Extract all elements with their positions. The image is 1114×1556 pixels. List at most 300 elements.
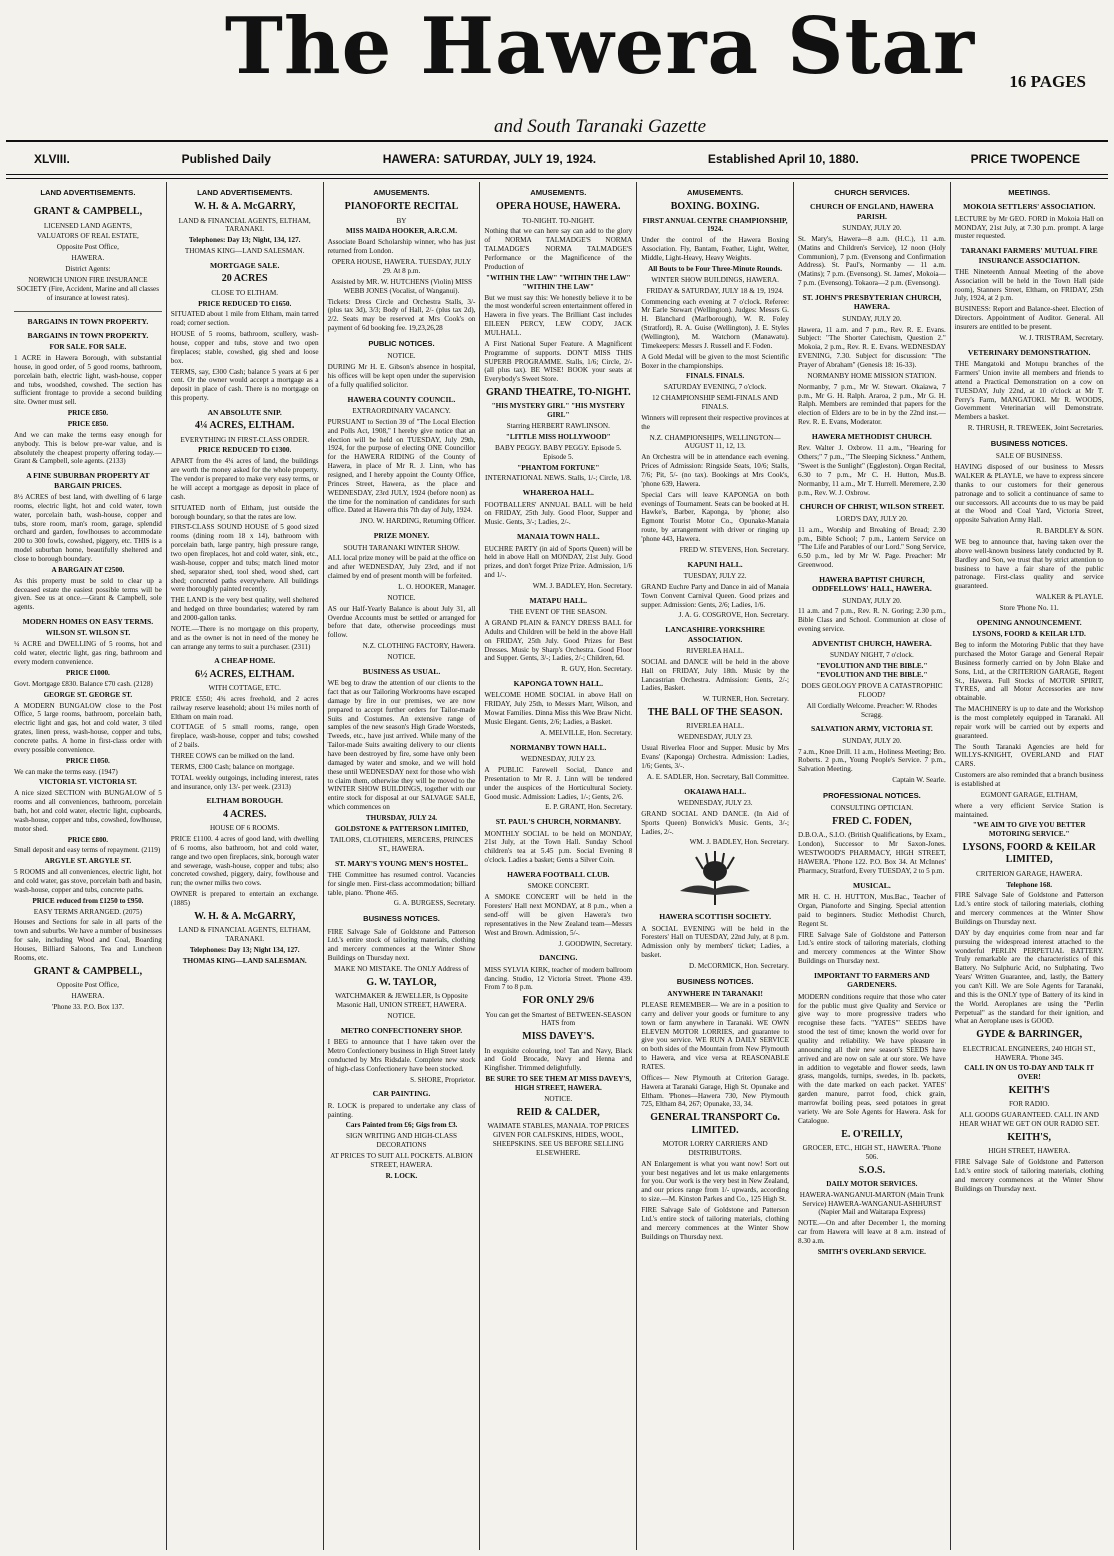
text-line: RIVERLEA HALL. bbox=[686, 646, 745, 655]
text-paragraph: Hawera, 11 a.m. and 7 p.m., Rev. R. E. Evans. Subject: "The Shorter Catechism, Question 2." Mokoia, 2 p.m., Rev. R. E. Evans. WEDNESDAY EVENING, 7.30. Subject for discussion: "The Prayer of Abraham" (Genesis 18: 16-33). bbox=[797, 325, 946, 369]
text-paragraph: Normanby, 7 p.m., Mr W. Stewart. Okaiawa, 7 p.m., Mr G. H. Ralph. Araroa, 2 p.m., Mr G. H. Ralph. Members are reminded that papers for the election of Elders are to be in by the 22nd inst.—Rev. R. E. Evans, Moderator. bbox=[797, 382, 946, 427]
dateline bbox=[6, 146, 1108, 172]
section-heading: LAND ADVERTISEMENTS. bbox=[40, 188, 136, 197]
text-line: SUNDAY, JULY 20. bbox=[842, 736, 902, 745]
text-line: NOTICE. bbox=[387, 352, 416, 361]
text-line: MAKE NO MISTAKE. The ONLY Address of bbox=[334, 965, 469, 974]
text-line: FOR SALE. FOR SALE. bbox=[49, 343, 127, 352]
text-line: All Bouts to be Four Three-Minute Rounds. bbox=[648, 264, 783, 273]
text-line: WILSON ST. WILSON ST. bbox=[45, 629, 131, 638]
text-line: TAILORS, CLOTHIERS, MERCERS, PRINCES ST., HAWERA. bbox=[329, 835, 474, 853]
headline: GRAND THEATRE, TO-NIGHT. bbox=[485, 387, 631, 399]
section-heading: PROFESSIONAL NOTICES. bbox=[823, 791, 921, 800]
headline: S.O.S. bbox=[858, 1164, 886, 1176]
text-line: HIGH STREET, HAWERA. bbox=[988, 1147, 1071, 1156]
text-line: Cars Painted from £6; Gigs from £3. bbox=[345, 1121, 458, 1130]
text-line: "PHANTOM FORTUNE" bbox=[517, 463, 600, 472]
text-paragraph: NORWICH UNION FIRE INSURANCE SOCIETY (Fire, Accident, Marine and all classes of insurance at lowest rates). bbox=[16, 275, 160, 302]
text-paragraph: TERMS, say, £300 Cash; balance 5 years at 6 per cent. Or the owner would accept a mortgage as a deposit in place of cash. There is no mortgage on this property. bbox=[170, 367, 319, 403]
signature: J. GOODWIN, Secretary. bbox=[558, 939, 633, 948]
subheading: TARANAKI FARMERS' MUTUAL FIRE INSURANCE ASSOCIATION. bbox=[960, 246, 1098, 265]
text-paragraph: FIRE Salvage Sale of Goldstone and Patterson Ltd.'s entire stock of tailoring materials, clothing and mercery commences at the Winter Show Buildings on Thursday next. bbox=[327, 927, 476, 963]
firm-name: GENERAL TRANSPORT Co. LIMITED. bbox=[650, 1112, 780, 1136]
text-paragraph: FIRE Salvage Sale of Goldstone and Patterson Ltd.'s entire stock of tailoring materials, clothing and mercery commences at the Winter Show Buildings on Thursday next. bbox=[797, 930, 946, 966]
price: PRICE REDUCED TO £1300. bbox=[198, 446, 292, 455]
text-paragraph: APART from the 4¼ acres of land, the buildings are worth the money asked for the whole property. The vendor is prepared to make very easy terms, or he will accept a mortgage as deposit in place of cash. bbox=[170, 457, 319, 501]
signature: R. GUY, Hon. Secretary. bbox=[561, 665, 633, 674]
signature: S. SHORE, Proprietor. bbox=[410, 1075, 476, 1084]
text-paragraph: A First National Super Feature. A Magnificent Programme of supports. DON'T MISS THIS SUPERB PROGRAMME. Stalls, 1/6; Circle, 2/- (all plus tax). BE WISE! BOOK your seats at Everybody's Sweet Store. bbox=[484, 339, 633, 384]
subheading: ST. JOHN'S PRESBYTERIAN CHURCH, HAWERA. bbox=[802, 293, 942, 312]
text-paragraph: where a very efficient Service Station is maintained. bbox=[954, 801, 1104, 819]
text-paragraph: THREE COWS can be milked on the land. bbox=[170, 752, 295, 761]
text-line: 'Phone 33. P.O. Box 137. bbox=[51, 1002, 124, 1011]
text-paragraph: TOTAL weekly outgoings, including interest, rates and insurance, only 13/- per week. (2313) bbox=[170, 773, 319, 791]
price: A BARGAIN AT £2500. bbox=[51, 565, 125, 574]
text-line: "WITHIN THE LAW" "WITHIN THE LAW" "WITHIN THE LAW" bbox=[486, 273, 631, 291]
text-line: SUNDAY NIGHT, 7 o'clock. bbox=[829, 651, 914, 660]
text-paragraph: And we can make the terms easy enough for anybody. This is below pre-war value, and is absolutely the cheapest property offering today.—Grant & Campbell, sole agents. (2133) bbox=[14, 430, 162, 466]
text-paragraph: MODERN conditions require that those who cater for the public must give Quality and Service or give way to more progressive traders who recognise these facts. "YATES'" SEEDS have stood the test of time; known the world over for quality and reliability. We have pleasure in announcing all their new season's SEEDS have arrived and are now on sale at our store. We have in addition to vegetable and flower seeds, lawn grass, mangolds, turnips, swedes, in lb. packets, with the date marked on each packet. YATES' garden manure, parrot food, chick grain, marrowfat boiling peas, seed potatoes in great variety. We are Sole Agents for Hawera. Ask for Catalogue. bbox=[797, 992, 946, 1125]
text-paragraph: An Orchestra will be in attendance each evening. Prices of Admission: Ringside Seats, 10/6; Stalls, 7/6; Pit, 5/- (no tax). Bookings at Mrs Cook's, 'phone 639, Hawera. bbox=[641, 453, 789, 488]
section-heading: AMUSEMENTS. bbox=[530, 188, 587, 197]
section-heading: MEETINGS. bbox=[1008, 188, 1051, 197]
text-paragraph: 5 ROOMS and all conveniences, electric light, hot and cold water, gas stove, porcelain bath and basin, wash-house, copper and tubs, concrete paths. bbox=[14, 868, 162, 894]
text-line: HAWERA. bbox=[71, 991, 105, 1000]
firm-name: FRED C. FODEN, bbox=[832, 816, 912, 828]
text-paragraph: EUCHRE PARTY (in aid of Sports Queen) will be held in above Hall on MONDAY, 21st July. Good prizes, and don't forget Prize Prize. Admission, 1/6 and 1/-. bbox=[484, 544, 633, 580]
text-line: MOTOR LORRY CARRIERS AND DISTRIBUTORS. bbox=[662, 1139, 768, 1157]
subheading: HAWERA SCOTTISH SOCIETY. bbox=[659, 912, 771, 922]
text-line: SATURDAY EVENING, 7 o'clock. bbox=[663, 383, 767, 392]
subheading: BARGAINS IN TOWN PROPERTY. bbox=[27, 330, 149, 340]
text-paragraph: WE beg to draw the attention of our clients to the fact that as our Tailoring Workrooms have escaped damage by fire in our premises, we are now prepared to accept further orders for Tailor-made Suits and Costumes. An extensive range of samples of the new season's High Grade Worsteds, Tweeds, etc., have just arrived. While many of the Tailor-made Suits awaiting delivery to our clients have been destroyed by fire, some have only been damaged by water and smoke, and we will hold these until WEDNESDAY next for those who wish to claim them, otherwise they will be moved to the WINTER SHOW BUILDINGS, together with our entire stock for disposal at our SALVAGE SALE, which commences on bbox=[327, 679, 476, 812]
text-paragraph: A SMOKE CONCERT will be held in the Foresters' Hall next MONDAY, at 8 p.m., when a send-off will be given Hawera's two representatives in the New Zealand team—Messrs West and Brown. Admission, 5/-. bbox=[484, 893, 633, 937]
signature: WM. J. BADLEY, Hon. Secretary. bbox=[532, 581, 633, 590]
newspaper-title: The Hawera Star bbox=[224, 1, 976, 92]
text-paragraph: A SOCIAL EVENING will be held in the Foresters' Hall on TUESDAY, 22nd July, at 8 p.m. Admission only by members' ticket; Ladies, a basket. bbox=[641, 924, 789, 960]
text-paragraph: THE Committee has resumed control. Vacancies for single men. First-class accommodation; billiard table, piano. 'Phone 465. bbox=[327, 870, 476, 897]
text-line: HOUSE OF 6 ROOMS. bbox=[209, 824, 280, 833]
text-paragraph: TERMS, £300 Cash; balance on mortgage. bbox=[170, 762, 295, 771]
text-line: GEORGE ST. GEORGE ST. bbox=[43, 690, 133, 699]
subheading: A FINE SUBURBAN PROPERTY AT BARGAIN PRICES. bbox=[26, 471, 150, 490]
text-paragraph: FIRE Salvage Sale of Goldstone and Patterson Ltd.'s entire stock of tailoring materials, clothing and mercery commences at the Winter Show Buildings on Thursday next. bbox=[954, 1158, 1104, 1193]
subheading: MOKOIA SETTLERS' ASSOCIATION. bbox=[963, 202, 1096, 212]
subheading: DANCING. bbox=[539, 953, 578, 963]
subheading: KAPUNI HALL. bbox=[687, 559, 743, 569]
text-line: VICTORIA ST. VICTORIA ST. bbox=[39, 778, 137, 787]
text-line: HAWERA. bbox=[71, 254, 105, 263]
text-line: "EVOLUTION AND THE BIBLE." "EVOLUTION AND THE BIBLE." bbox=[816, 662, 928, 680]
column-4 bbox=[480, 182, 637, 1550]
text-line: EXTRAORDINARY VACANCY. bbox=[352, 407, 451, 416]
text-line: LORD'S DAY, JULY 20. bbox=[836, 514, 908, 523]
text-line: 12 CHAMPIONSHIP SEMI-FINALS AND FINALS. bbox=[652, 394, 779, 411]
text-line: WAIMATE STABLES, MANAIA. TOP PRICES GIVEN FOR CALFSKINS, HIDES, WOOL, SHEEPSKINS. SEE US BEFORE SELLING ELSEWHERE. bbox=[487, 1122, 630, 1157]
advert bbox=[14, 201, 162, 311]
headline: THE BALL OF THE SEASON. bbox=[647, 707, 783, 719]
text-paragraph: THE Mangatoki and Motupu branches of the Farmers' Union invite all members and friends to attend a Practical Demonstration on a cow on TUESDAY, July 22nd, at 10 o'clock at Mr T. Perry's Farm, MANGATOKI. Mr R. WOODS, Government Veterinarian will Demonstrate. Members a basket. bbox=[954, 360, 1104, 422]
text-line: FIRST ANNUAL CENTRE CHAMPIONSHIP, 1924. bbox=[642, 216, 788, 234]
text-paragraph: LECTURE by Mr GEO. FORD in Mokoia Hall on MONDAY, 21st July, at 7.30 p.m. prompt. A large muster requested. bbox=[954, 214, 1104, 241]
text-paragraph: Nothing that we can here say can add to the glory of NORMA TALMADGE'S NORMA TALMADGE'S NORMA TALMADGE'S Performance or the Magnificence of the Production of bbox=[484, 227, 633, 271]
text-paragraph: Under the control of the Hawera Boxing Association. Fly, Bantam, Feather, Light, Welter, Middle, Light-Heavy, Heavy Weights. bbox=[641, 236, 789, 263]
signature: Captain W. Searle. bbox=[892, 776, 946, 785]
subheading: KAPONGA TOWN HALL. bbox=[513, 679, 603, 689]
section-heading: BUSINESS NOTICES. bbox=[990, 438, 1068, 448]
text-paragraph: MR H. C. H. HUTTON, Mus.Bac., Teacher of Organ, Pianoforte and Singing. Special attention paid to beginners. Studio: Methodist Church, Regent St. bbox=[797, 893, 946, 928]
price: PRICE £1000. bbox=[65, 668, 110, 677]
headline: FOR ONLY 29/6 bbox=[522, 995, 595, 1007]
text-line: NOTICE. bbox=[387, 593, 416, 602]
text-line: TO-NIGHT. TO-NIGHT. bbox=[521, 216, 595, 225]
text-paragraph: FOOTBALLERS' ANNUAL BALL will be held on FRIDAY, 25th July. Good Floor, Supper and Music. Gents, 3/-; Ladies, 2/-. bbox=[484, 500, 633, 527]
text-line: DAILY MOTOR SERVICES. bbox=[826, 1179, 918, 1188]
price: PRICE £850. bbox=[67, 420, 109, 429]
section-heading: BUSINESS NOTICES. bbox=[363, 914, 440, 924]
firm-name: GRANT & CAMPBELL, bbox=[33, 206, 143, 218]
price: PRICE £1050. bbox=[65, 756, 110, 765]
text-line: EVERYTHING IN FIRST-CLASS ORDER. bbox=[180, 435, 310, 444]
text-line: GROCER, ETC., HIGH ST., HAWERA. 'Phone 506. bbox=[802, 1143, 942, 1161]
text-paragraph: BUSINESS: Report and Balance-sheet. Election of Directors. Appointment of Auditor. General. All insurers are entitled to be present. bbox=[954, 305, 1104, 332]
text-paragraph: Usual Riverlea Floor and Supper. Music by Mrs Evans' (Kaponga) Orchestra. Admission: Ladies, 1/6; Gents, 3/-. bbox=[641, 744, 789, 770]
headline: 4 ACRES. bbox=[223, 808, 267, 820]
price: PRICE £850. bbox=[67, 409, 109, 418]
firm-name: REID & CALDER, bbox=[516, 1106, 600, 1118]
subheading: CAR PAINTING. bbox=[372, 1089, 431, 1099]
text-paragraph: HOUSE of 5 rooms, bathroom, scullery, wash-house, copper and tubs, stove and two open fireplaces; stable, cowshed, gig shed and loose box. bbox=[170, 330, 319, 365]
subheading: HAWERA METHODIST CHURCH. bbox=[811, 431, 932, 441]
signature: J. A. G. COSGROVE, Hon. Secretary. bbox=[678, 611, 789, 620]
signature: WM. J. BADLEY, Hon. Secretary. bbox=[689, 838, 789, 847]
text-paragraph: PRICE £550; 4¾ acres freehold, and 2 acres railway reserve leasehold; about 1¼ miles north of Eltham on main road. bbox=[170, 694, 319, 721]
signature: G. A. BURGESS, Secretary. bbox=[393, 899, 476, 908]
text-line: EGMONT GARAGE, ELTHAM, bbox=[980, 790, 1078, 799]
signature: W. TURNER, Hon. Secretary. bbox=[702, 695, 789, 704]
section-heading: AMUSEMENTS. bbox=[373, 188, 430, 197]
headline: 6½ ACRES, ELTHAM. bbox=[195, 668, 295, 680]
section-heading: BUSINESS NOTICES. bbox=[676, 976, 754, 986]
subheading: WHAREROA HALL. bbox=[522, 488, 594, 498]
firm-name: W. H. & A. McGARRY, bbox=[194, 201, 296, 213]
text-line: THE EVENT OF THE SEASON. bbox=[509, 608, 607, 617]
text-line: SOUTH TARANAKI WINTER SHOW. bbox=[343, 543, 460, 552]
text-paragraph: The South Taranaki Agencies are held for WILLYS-KNIGHT, OVERLAND and FIAT CARS. bbox=[954, 742, 1104, 769]
text-line: WEDNESDAY, JULY 23. bbox=[677, 733, 753, 742]
signature: FRED W. STEVENS, Hon. Secretary. bbox=[679, 545, 789, 554]
subheading: HAWERA COUNTY COUNCIL. bbox=[347, 394, 456, 404]
signature: R. LOCK. bbox=[385, 1171, 418, 1180]
text-line: NOTICE. bbox=[544, 1094, 573, 1103]
text-paragraph: NOTE.—There is no mortgage on this property, and as the owner is not in need of the money he can arrange any terms to suit a purchaser. (2311) bbox=[170, 624, 319, 651]
text-line: NOTICE. bbox=[387, 1011, 416, 1020]
price: PRICE TWOPENCE bbox=[970, 152, 1080, 166]
text-line: THURSDAY, JULY 24. bbox=[365, 814, 438, 823]
subheading: IMPORTANT TO FARMERS AND GARDENERS. bbox=[814, 970, 930, 990]
text-line: WITH COTTAGE, ETC. bbox=[208, 684, 281, 693]
text-line: All Cordially Welcome. Preacher: W. Rhodes Scragg. bbox=[806, 701, 938, 719]
text-line: DOES GEOLOGY PROVE A CATASTROPHIC FLOOD? bbox=[801, 681, 943, 699]
text-paragraph: D.B.O.A., S.I.O. (British Qualifications, by Exam., London), Successor to Mr Saxon-Jones. WESTWOOD'S PHARMACY, HIGH STREET, HAWERA. 'Phone 122. P.O. Box 34. At McInnes' Pharmacy, Stratford, Every TUESDAY, 2 to 5 p.m. bbox=[797, 831, 946, 875]
text-paragraph: I BEG to announce that I have taken over the Metro Confectionery business in High Street lately conducted by Mrs Ridsdale. Complete new stock of high-class Confectionery have been stocked. bbox=[327, 1038, 476, 1073]
text-line: N.Z. CHAMPIONSHIPS, WELLINGTON—AUGUST 11, 12, 13. bbox=[649, 433, 781, 451]
firm-name: GOLDSTONE & PATTERSON LIMITED, bbox=[334, 824, 469, 833]
subheading: PRIZE MONEY. bbox=[373, 531, 430, 541]
subheading: BUSINESS AS USUAL. bbox=[362, 666, 441, 676]
firm-name: KEITH'S, bbox=[1007, 1131, 1051, 1143]
text-line: "HIS MYSTERY GIRL" "HIS MYSTERY GIRL" bbox=[491, 402, 625, 420]
text-line: BY bbox=[396, 216, 407, 225]
text-line: "WE AIM TO GIVE YOU BETTER MOTORING SERVICE." bbox=[972, 821, 1086, 839]
text-paragraph: A GRAND PLAIN & FANCY DRESS BALL for Adults and Children will be held in the above Hall on FRIDAY, 25th July. Good Prizes for Best Dresses. Music by Sharp's Orchestra. Good Floor and Supper. Gents, 3/-; Ladies, 2/-; Children, 6d. bbox=[484, 618, 633, 663]
text-line: Opposite Post Office, bbox=[56, 981, 119, 989]
text-line: SMOKE CONCERT. bbox=[527, 882, 589, 891]
firm-name: GRANT & CAMPBELL, bbox=[33, 965, 143, 977]
page-count: 16 PAGES bbox=[1009, 72, 1086, 91]
text-line: VALUATORS OF REAL ESTATE, bbox=[36, 232, 139, 241]
text-line: THOMAS KING—LAND SALESMAN. bbox=[184, 247, 305, 256]
masthead-rule bbox=[6, 140, 1108, 142]
text-line: Telephones: Day 13; Night 134, 127. bbox=[189, 945, 300, 954]
subheading: LANCASHIRE-YORKSHIRE ASSOCIATION. bbox=[665, 625, 765, 644]
signature: E. P. GRANT, Hon. Secretary. bbox=[545, 803, 633, 812]
text-paragraph: The MACHINERY is up to date and the Workshop is the most completely equipped in Taranaki. All repair work will be carried out by experts and guaranteed. bbox=[954, 705, 1104, 740]
text-paragraph: Associate Board Scholarship winner, who has just returned from London. bbox=[327, 238, 476, 256]
text-line: SMITH'S OVERLAND SERVICE. bbox=[817, 1247, 926, 1256]
headline: 20 ACRES bbox=[221, 273, 268, 285]
column-1 bbox=[10, 182, 167, 1550]
section-heading: LAND ADVERTISEMENTS. bbox=[197, 188, 293, 197]
text-paragraph: Customers are also reminded that a branch business is established at bbox=[954, 771, 1104, 788]
headline: OPERA HOUSE, HAWERA. bbox=[496, 201, 621, 213]
text-line: RIVERLEA HALL. bbox=[686, 722, 745, 731]
text-paragraph: Rev. Walter J. Oxbrow. 11 a.m., "Hearing for Others;" 7 p.m., "The Sleeping Sickness." Anthem, "Sweet is the Sunlight" (Eggleston). Organ Recital, 6.30 to 7 p.m., Mr C. H. Hutton, Mus.B. Normanby, 11 a.m., Mr T. Hurrell. Meremere, 2.30 p.m., Rev. W. J. Oxbrow. bbox=[797, 444, 946, 497]
text-paragraph: A MODERN BUNGALOW close to the Post Office, 5 large rooms, bathroom, porcelain bath, electric light and gas, hot and cold water, 3 tiled grates, linen press, wash-house, copper and tubs, concrete paths. A home in first-class order with every possible convenience. bbox=[14, 701, 162, 754]
firm-name: MISS DAVEY'S. bbox=[522, 1031, 595, 1043]
column-6 bbox=[794, 182, 951, 1550]
text-paragraph: In exquisite colouring, too! Tan and Navy, Black and Gold Brocade, Navy and Henna and Kingfisher. Trimmed delightfully. bbox=[484, 1046, 633, 1073]
text-paragraph: 11 a.m., Worship and Breaking of Bread; 2.30 p.m., Bible School; 7 p.m., Lantern Service on "The Life and Parables of our Lord." Song Service, 6.50 p.m., led by Mr W. Page. Preacher: Mr Greenwood. bbox=[797, 525, 946, 570]
text-line: District Agents: bbox=[65, 265, 111, 274]
text-paragraph: AS our Half-Yearly Balance is about July 31, all Overdue Accounts must be settled or arranged for before that date, otherwise proceedings must follow. bbox=[327, 604, 476, 640]
text-paragraph: GRAND SOCIAL AND DANCE. (In Aid of Sports Queen) Bonwick's Music. Gents, 3/-; Ladies, 2/-. bbox=[641, 809, 789, 836]
text-paragraph: A Gold Medal will be given to the most Scientific Boxer in the championships. bbox=[641, 352, 789, 370]
volume: XLVIII. bbox=[34, 152, 70, 166]
subheading: OPENING ANNOUNCEMENT. bbox=[976, 617, 1082, 627]
subheading: HAWERA BAPTIST CHURCH, ODDFELLOWS' HALL, HAWERA. bbox=[811, 574, 932, 594]
text-line: NORMANBY HOME MISSION STATION. bbox=[807, 371, 937, 380]
subheading: ADVENTIST CHURCH, HAWERA. bbox=[812, 639, 932, 649]
text-paragraph: GRAND Euchre Party and Dance in aid of Manaia Town Convent Carnival Queen. Good prizes and supper. Admission: Gents, 2/6; Ladies, 1/6. bbox=[641, 582, 789, 609]
text-paragraph: PRICE £1100. 4 acres of good land, with dwelling of 6 rooms, also bathroom, hot and cold water, range and two open fireplaces, sink, borough water and sewerage, wash-house, copper and tubs; also concreted cowshed, piggery, dairy, fowlhouse and run; the owner milks two cows. bbox=[170, 834, 319, 888]
text-line: BABY PEGGY. BABY PEGGY. Episode 5. Episode 5. bbox=[494, 443, 622, 461]
text-paragraph: Small deposit and easy terms of repayment. (2119) bbox=[14, 846, 161, 855]
signature: W. J. TRISTRAM, Secretary. bbox=[1019, 333, 1104, 342]
text-paragraph: FIRE Salvage Sale of Goldstone and Patterson Ltd.'s entire stock of tailoring materials, clothing and mercery commences at the Winter Show Buildings on Thursday next. bbox=[954, 891, 1104, 927]
text-line: OPERA HOUSE, HAWERA. TUESDAY, JULY 29. At 8 p.m. bbox=[331, 258, 472, 275]
text-paragraph: As this property must be sold to clear up a deceased estate the easiest possible terms will be given. See us at once.—Grant & Campbell, sole agents. bbox=[14, 576, 162, 612]
section-heading: PUBLIC NOTICES. bbox=[368, 338, 435, 348]
price: PRICE REDUCED TO £1650. bbox=[198, 299, 292, 308]
text-paragraph: FIRE Salvage Sale of Goldstone and Patterson Ltd.'s entire stock of tailoring materials, clothing and mercery commences at the Winter Show Buildings on Thursday next. bbox=[641, 1205, 789, 1241]
subheading: HAWERA FOOTBALL CLUB. bbox=[507, 870, 610, 880]
established: Established April 10, 1880. bbox=[707, 152, 859, 166]
column-7 bbox=[951, 182, 1108, 1550]
price: PRICE £800. bbox=[67, 835, 109, 844]
text-paragraph: HAVING disposed of our business to Messrs WALKER & PLAYLE, we have to express sincere thanks to our customers for their generous patronage and to solicit a continuance of same to our successors. All accounts due to us may be paid at the Wood and Coal Yard, Victoria Street, opposite Salvation Army Hall. bbox=[954, 463, 1104, 525]
subheading: OKAIAWA HALL. bbox=[684, 786, 747, 796]
text-line: "LITTLE MISS HOLLYWOOD" bbox=[505, 432, 611, 441]
text-paragraph: Beg to inform the Motoring Public that they have purchased the Motor Garage and General Repair Business formerly carried on by John Blake and Sons, Ltd., at the CRITERION GARAGE, Regent St., Hawera. Full Stocks of MOTOR SPIRIT, TYRES, and all Motor Accessories are now obtainable. bbox=[954, 641, 1104, 703]
text-line: FOR RADIO. bbox=[1009, 1100, 1050, 1109]
text-line: MISS MAIDA HOOKER, A.R.C.M. bbox=[345, 227, 457, 236]
text-line: Telephones: Day 13; Night, 134, 127. bbox=[188, 236, 301, 245]
subheading: MORTGAGE SALE. bbox=[210, 261, 280, 271]
text-paragraph: SITUATED north of Eltham, just outside the borough boundary, so that the rates are low. bbox=[170, 503, 319, 521]
section-heading: AMUSEMENTS. bbox=[687, 188, 744, 197]
firm-name: E. O'REILLY, bbox=[841, 1128, 903, 1140]
thistle-emblem-icon bbox=[670, 851, 760, 907]
text-paragraph: FIRST-CLASS SOUND HOUSE of 5 good sized rooms (dining room 18 x 14), bathroom with porcelain bath, large pantry, high pressure range, two open fireplaces, hot and cold water, sink, etc., wash-house, copper and tubs; match lined motor shed, separator shed, tool shed, wood shed, cart shed; concreted paths everywhere. All buildings were thoroughly painted recently. bbox=[170, 523, 319, 594]
text-paragraph: DAY by day enquiries come from near and far pursuing the widespread interest attached to the wonderful PERLIN PERPETUAL BATTERY. Truly remarkable are the characteristics of this Battery. No Sulphuric Acid, no Sulphating. Two Years' Written Guarantee, and, lastly, the Battery you can't Kill. We are Sole Agents for Taranaki, and this is the ONLY type of Battery of its kind in the World. Aeroplanes are using the "Perlin Perpetual" as the standard for their ignition, and what an Aeroplane uses is GOOD. bbox=[954, 928, 1104, 1026]
masthead bbox=[0, 0, 1114, 166]
subheading: NORMANBY TOWN HALL. bbox=[510, 742, 607, 752]
text-paragraph: OWNER is prepared to entertain an exchange. (1885) bbox=[170, 890, 319, 907]
text-line: SUNDAY, JULY 20. bbox=[842, 223, 902, 232]
text-paragraph: MISS SYLVIA KIRK, teacher of modern ballroom dancing. Studio, 12 Victoria Street. 'Phone 439. From 7 to 8 p.m. bbox=[484, 965, 633, 992]
firm-name: GYDE & BARRINGER, bbox=[976, 1029, 1083, 1041]
headline: BOXING. BOXING. bbox=[670, 201, 760, 213]
text-paragraph: THE Nineteenth Annual Meeting of the above Association will be held in the Town Hall (side room), Stanners Street, Eltham, on FRIDAY, 25th July, 1924, at 2 p.m. bbox=[954, 267, 1104, 303]
subheading: MANAIA TOWN HALL. bbox=[516, 532, 600, 542]
text-paragraph: A PUBLIC Farewell Social, Dance and Presentation to Mr R. J. Linn will be tendered under the auspices of the Horticultural Society. Good music. Admission: Ladies, 1/-; Gents, 2/6. bbox=[484, 765, 633, 801]
subheading: MUSICAL. bbox=[853, 880, 891, 890]
text-paragraph: A nice sized SECTION with BUNGALOW of 5 rooms and all conveniences, bathroom, porcelain bath, hot and cold water, electric light, cupboards, wash-house, copper and tubs, cowshed, fowlhouse, motor shed. bbox=[14, 789, 162, 833]
firm-name: KEITH'S bbox=[1008, 1085, 1050, 1097]
text-paragraph: DURING Mr H. E. Gibson's absence in hospital, his offices will be kept open under the supervision of a fully qualified solicitor. bbox=[327, 363, 476, 389]
text-line: ANYWHERE IN TARANAKI! bbox=[667, 990, 763, 999]
subheading: BARGAINS IN TOWN PROPERTY. bbox=[27, 316, 149, 326]
text-line: CRITERION GARAGE, HAWERA. bbox=[975, 869, 1083, 878]
text-line: ARGYLE ST. ARGYLE ST. bbox=[44, 857, 132, 866]
text-paragraph: Special Cars will leave KAPONGA on both evenings of Tournament. Seats can be booked at H. Hawke's, Barber, Kaponga, by 'phone; also Egmont Tourist Motor Co., Opunake-Manaia route, by arrangement with driver or ringing up 'phone 443, Hawera. bbox=[641, 490, 789, 543]
text-line: FRIDAY & SATURDAY, JULY 18 & 19, 1924. bbox=[646, 286, 784, 295]
text-paragraph: PLEASE REMEMBER— We are in a position to carry and deliver your goods or furniture to any town or farm anywhere in Taranaki. WE OWN ELEVEN MOTOR LORRIES, and guarantee to give you service. WE RUN A DAILY SERVICE on both sides of the Mountain from New Plymouth to Hawera, and vice versa at REASONABLE RATES. bbox=[641, 1001, 789, 1072]
firm-name: LYSONS, FOORD & KEILAR LIMITED, bbox=[962, 842, 1096, 866]
text-paragraph: R. LOCK is prepared to undertake any class of painting. bbox=[327, 1101, 476, 1119]
text-line: THOMAS KING—LAND SALESMAN. bbox=[182, 956, 307, 965]
text-line: SIGN WRITING AND HIGH-CLASS DECORATIONS bbox=[345, 1132, 458, 1150]
text-paragraph: WELCOME HOME SOCIAL in above Hall on FRIDAY, July 25th, to Messrs Marr, Wilson, and Mowat Families. Dinna Miss this Wee Braw Nicht. Music Elegant. Gents, 2/6; Ladies, a Basket. bbox=[484, 691, 633, 727]
text-paragraph: SOCIAL and DANCE will be held in the above Hall on FRIDAY, July 18th. Music by the Lancastrian Orchestra. Admission: Gents, 2/-; Ladies, Basket. bbox=[641, 657, 789, 693]
text-paragraph: 7 a.m., Knee Drill. 11 a.m., Holiness Meeting; Bro. Roberts. 2 p.m., Young People's Service. 7 p.m., Salvation Meeting. bbox=[797, 747, 946, 774]
signature: D. McCORMICK, Hon. Secretary. bbox=[689, 961, 789, 970]
text-paragraph: Houses and Sections for sale in all parts of the town and suburbs. We have a number of businesses for sale, including Wood and Coal, Boarding Houses, Billiard Saloons, Tea and Luncheon Rooms, etc. bbox=[14, 918, 162, 962]
text-line: SUNDAY, JULY 20. bbox=[842, 314, 902, 323]
subheading: MODERN HOMES ON EASY TERMS. bbox=[22, 617, 154, 627]
columns bbox=[10, 182, 1108, 1550]
text-paragraph: Tickets: Dress Circle and Orchestra Stalls, 3/- (plus tax 3d), 3/3; Body of Hall, 2/- (plus tax 2d), 2/2. Seats may be reserved at Mrs Cook's on payment of 6d booking fee. 19,23,26,28 bbox=[327, 297, 476, 333]
subheading: MATAPU HALL. bbox=[529, 595, 588, 605]
text-paragraph: PURSUANT to Section 39 of "The Local Election and Polls Act, 1908," I hereby give notice that an election will be held on TUESDAY, July 29th, 1924, for the purpose of electing ONE Councillor for the HAWERA RIDING of the County of Hawera, in place of Mr R. J. Linn, who has resigned, and I hereby appoint the County Office, Princes Street, Hawera, as the place and WEDNESDAY, 23rd JULY, 1924 (before noon) as the time for the nomination of candidates for such office. Dated at Hawera this 7th day of July, 1924. bbox=[327, 417, 476, 515]
text-line: SALE OF BUSINESS. bbox=[995, 452, 1063, 461]
subheading: CHURCH OF ENGLAND, HAWERA PARISH. bbox=[810, 202, 934, 221]
dateline-rule bbox=[6, 174, 1108, 179]
section-heading: CHURCH SERVICES. bbox=[834, 188, 910, 197]
text-paragraph: St. Mary's, Hawera—8 a.m. (H.C.), 11 a.m. (Matins and Children's Service), 12 noon (Holy Communion), 7 p.m. (Evensong and Confirmation Address). St. Paul's, Normanby — 11 a.m. (Matins); 7 p.m. (Evensong). St. James', Mokoia—7 p.m. (Evensong). Tokaora—2 p.m. (Evensong). bbox=[797, 234, 946, 288]
text-paragraph: NOTE.—On and after December 1, the morning car from Hawera will leave at 8 a.m. instead of 8.30 a.m. bbox=[797, 1219, 946, 1245]
column-2 bbox=[167, 182, 324, 1550]
text-paragraph: WE beg to announce that, having taken over the above well-known business lately conducted by R. Bardley and Son, we trust that by strict attention to business to have a fair share of the public patronage. First-class quality and service guaranteed. bbox=[954, 538, 1104, 591]
text-line: LAND & FINANCIAL AGENTS, ELTHAM, TARANAKI. bbox=[178, 216, 311, 234]
text-line: NOTICE. bbox=[387, 652, 416, 661]
subheading: AN ABSOLUTE SNIP. bbox=[207, 408, 282, 417]
subheading: SALVATION ARMY, VICTORIA ST. bbox=[811, 724, 933, 734]
text-paragraph: Govt. Mortgage £830. Balance £70 cash. (2128) bbox=[14, 679, 153, 688]
text-line: SUNDAY, JULY 20. bbox=[842, 596, 902, 605]
text-line: WEDNESDAY, JULY 23. bbox=[520, 755, 596, 764]
text-line: CONSULTING OPTICIAN. bbox=[830, 804, 914, 813]
published: Published Daily bbox=[181, 152, 271, 166]
text-line: FINALS. FINALS. bbox=[686, 372, 745, 381]
text-paragraph: Winners will represent their respective provinces at the bbox=[641, 413, 789, 431]
text-line: WATCHMAKER & JEWELLER, Is Opposite Masonic Hall, UNION STREET, HAWERA. bbox=[335, 992, 468, 1010]
text-line: LICENSED LAND AGENTS, bbox=[43, 221, 132, 230]
text-paragraph: ¼ ACRE and DWELLING of 5 rooms, hot and cold water, electric light, gas ring, bathroom and every modern convenience. bbox=[14, 640, 162, 667]
subheading: CHURCH OF CHRIST, WILSON STREET. bbox=[799, 502, 945, 512]
text-paragraph: COTTAGE of 5 small rooms, range, open fireplace, wash-house, copper and tubs; cowshed of 2 bails. bbox=[170, 723, 319, 750]
text-paragraph: 1 ACRE in Hawera Borough, with substantial house, in good order, of 5 good rooms, bathroom, porcelain bath, electric light, wash-house, copper and tubs, woodshed, cowshed. The section has sufficient frontage to provide a second building site. Owner must sell. bbox=[14, 354, 162, 407]
text-line: ELECTRICAL ENGINEERS, 240 HIGH ST., HAWERA. 'Phone 345. bbox=[962, 1044, 1096, 1062]
text-line: INTERNATIONAL NEWS. Stalls, 1/-; Circle, 1/8. bbox=[485, 474, 632, 483]
text-line: AT PRICES TO SUIT ALL POCKETS. ALBION STREET, HAWERA. bbox=[330, 1152, 473, 1169]
text-line: LAND & FINANCIAL AGENTS, ELTHAM, TARANAKI. bbox=[178, 926, 311, 943]
text-line: TUESDAY, JULY 22. bbox=[683, 572, 747, 581]
subheading: ELTHAM BOROUGH. bbox=[206, 796, 283, 806]
signature: L. O. HOOKER, Manager. bbox=[398, 582, 476, 591]
text-line: BE SURE TO SEE THEM AT MISS DAVEY'S, HIGH STREET, HAWERA. bbox=[485, 1075, 632, 1093]
text-paragraph: ALL local prize money will be paid at the office on and after WEDNESDAY, July 23rd, and if not claimed by end of present month will be forfeited. bbox=[327, 554, 476, 581]
text-line: CALL IN ON US TO-DAY AND TALK IT OVER! bbox=[964, 1064, 1095, 1082]
signature: A. MELVILLE, Hon. Secretary. bbox=[540, 728, 633, 737]
subheading: ST. PAUL'S CHURCH, NORMANBY. bbox=[495, 817, 621, 827]
signature: A. E. SADLER, Hon. Secretary, Ball Committee. bbox=[646, 772, 789, 781]
firm-name: G. W. TAYLOR, bbox=[366, 976, 437, 988]
text-line: Opposite Post Office, bbox=[56, 243, 119, 252]
signature: R. THRUSH, R. TREWEEK, Joint Secretaries. bbox=[967, 424, 1104, 433]
text-paragraph: Commencing each evening at 7 o'clock. Referee: Mr Earle Stewart (Wellington). Judges: Messrs G. H. Blanchard (Marlborough), W. R. Foley (Stratford), R. A. Guise (Wellington), J. E. Styles (Wellington), M. Watchorn (Manawatu). Timekeepers: Messrs J. Russell and F. Foden. bbox=[641, 297, 789, 350]
text-paragraph: You can get the Smartest of BETWEEN-SEASON HATS from bbox=[485, 1010, 632, 1028]
firm-name: W. H. & A. McGARRY, bbox=[194, 910, 296, 922]
text-line: EASY TERMS ARRANGED. (2075) bbox=[33, 907, 142, 916]
text-paragraph: MONTHLY SOCIAL to be held on MONDAY, 21st July, at the Town Hall. Sunday School children's tea at 5.45 p.m. Social Evening 8 o'clock. Ladies a basket; Gents a Silver Coin. bbox=[484, 829, 633, 865]
issue-date: HAWERA: SATURDAY, JULY 19, 1924. bbox=[382, 152, 597, 166]
text-paragraph: AN Enlargement is what you want now! Sort out your best negatives and let us make enlargements for you. Our work is the very best in New Zealand, and our prices range from 1/- upwards, according to size.—M. Kinston Parkes and Co., 125 High St. bbox=[641, 1159, 789, 1204]
signature: N.Z. CLOTHING FACTORY, Hawera. bbox=[362, 642, 476, 651]
subheading: METRO CONFECTIONERY SHOP. bbox=[340, 1025, 463, 1035]
signature: JNO. W. HARDING, Returning Officer. bbox=[359, 517, 476, 526]
signature: R. BARDLEY & SON. bbox=[1036, 527, 1104, 536]
text-line: Assisted by MR. W. HUTCHENS (Violin) MISS WEBB JONES (Vocalist, of Wanganui). bbox=[331, 277, 472, 295]
text-line: Telephone 168. bbox=[1006, 880, 1053, 889]
newspaper-subtitle: and South Taranaki Gazette bbox=[494, 116, 706, 137]
text-paragraph: THE LAND is the very best quality, well sheltered and hedged on three boundaries; watered by ram and 2000-gallon tanks. bbox=[170, 596, 319, 622]
price: PRICE reduced from £1250 to £950. bbox=[32, 896, 144, 905]
subheading: VETERINARY DEMONSTRATION. bbox=[967, 347, 1091, 357]
firm-name: LYSONS, FOORD & KEILAR LTD. bbox=[972, 630, 1086, 639]
